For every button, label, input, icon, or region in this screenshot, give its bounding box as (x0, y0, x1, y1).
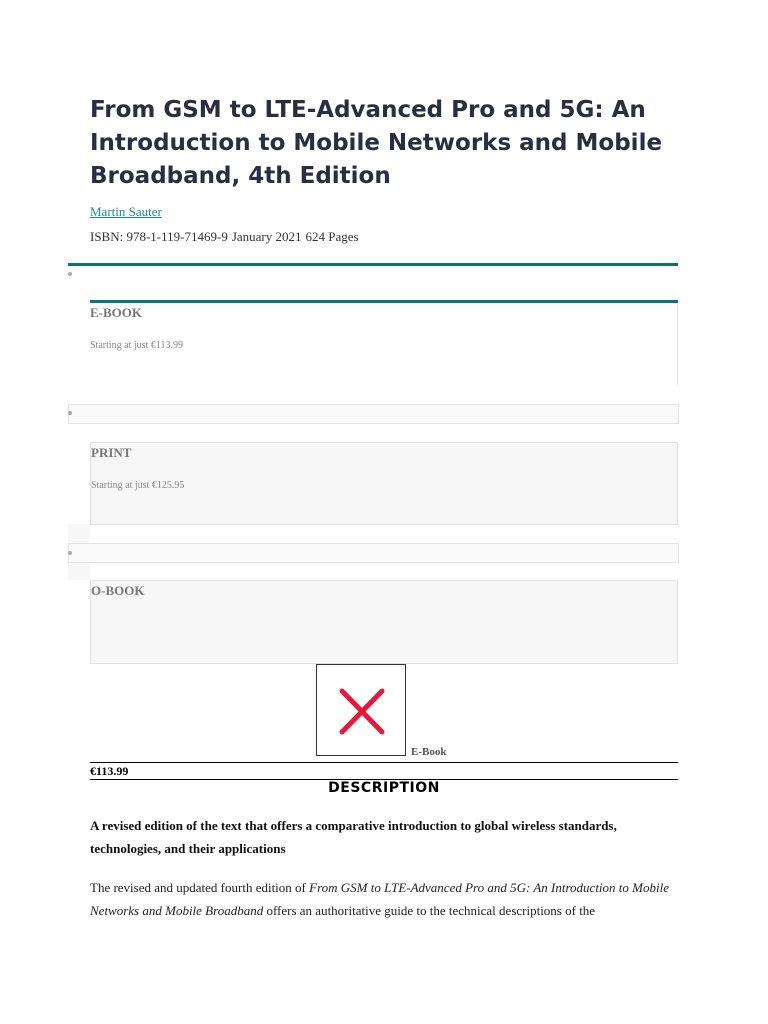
format-tab-obook[interactable] (68, 543, 679, 563)
format-option-price: Starting at just €125.95 (91, 480, 185, 491)
format-option-price: Starting at just €113.99 (90, 340, 183, 351)
format-option-obook[interactable] (90, 580, 678, 664)
list-bullet (68, 551, 72, 555)
format-option-ebook[interactable] (90, 303, 678, 385)
isbn: ISBN: 978-1-119-71469-9 (90, 229, 228, 244)
format-option-label: E-BOOK (90, 305, 143, 320)
selected-price: €113.99 (90, 764, 129, 778)
format-tab-top-border (68, 263, 678, 266)
format-option-label: O-BOOK (91, 583, 145, 598)
product-meta (90, 229, 363, 245)
price-divider-top (90, 762, 678, 763)
page-title: From GSM to LTE-Advanced Pro and 5G: An Introduction to Mobile Networks and Mobile Broadband, 4th Edition (90, 97, 663, 189)
description-body (90, 876, 670, 922)
description-text: offers an authoritative guide to the technical descriptions of the (263, 903, 596, 918)
list-bullet (68, 272, 72, 276)
description-book-title: From GSM to LTE-Advanced Pro and 5G: An Introduction to Mobile Networks and Mobile Broadband (90, 880, 669, 918)
format-option-print[interactable] (90, 442, 678, 525)
description-heading: DESCRIPTION (328, 780, 440, 796)
format-tab-print[interactable] (68, 404, 679, 424)
description-lead: A revised edition of the text that offers a comparative introduction to global wireless standards, technologies, and their applications (90, 818, 617, 856)
page-count: 624 Pages (305, 229, 359, 244)
selected-format-label: E-Book (411, 746, 447, 758)
format-option-label: PRINT (91, 445, 132, 460)
list-bullet (68, 411, 72, 415)
author-link[interactable]: Martin Sauter (90, 204, 162, 219)
broken-image-icon (316, 664, 406, 756)
description-text: The revised and updated fourth edition of (90, 880, 310, 895)
publish-date: January 2021 (231, 229, 302, 244)
